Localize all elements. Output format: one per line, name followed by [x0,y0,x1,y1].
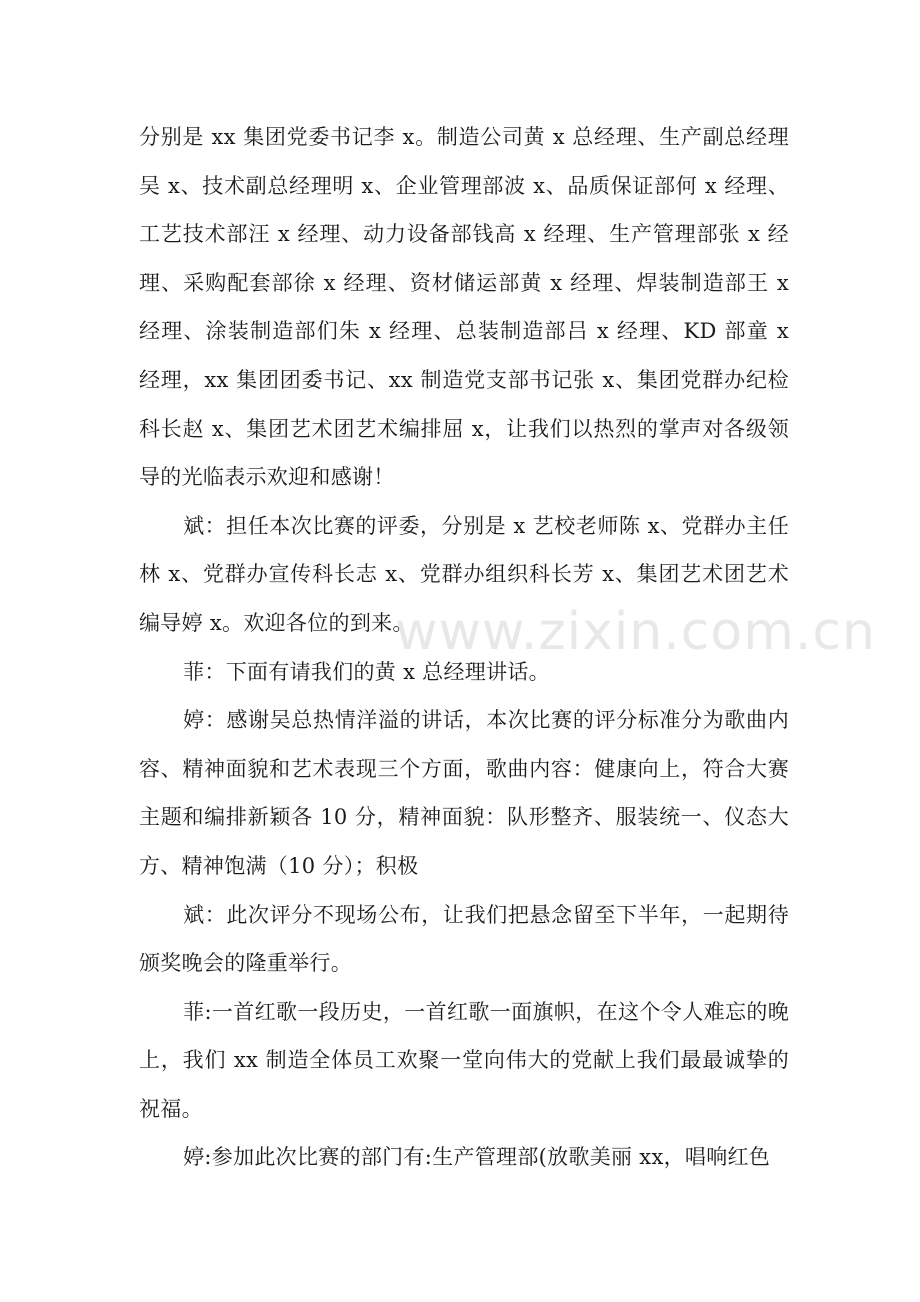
paragraph-invite-speech: 菲：下面有请我们的黄 x 总经理讲话。 [183,659,550,684]
paragraph-red-song-blessing: 菲:一首红歌一段历史，一首红歌一面旗帜，在这个令人难忘的晚上，我们 xx 制造全体员工欢聚一堂向伟大的党献上我们最最诚挚的祝福。 [139,999,789,1121]
paragraph-scoring-criteria: 婷：感谢吴总热情洋溢的讲话，本次比赛的评分标准分为歌曲内容、精神面貌和艺术表现三个方面，歌曲内容：健康向上，符合大赛主题和编排新颖各 10 分，精神面貌：队形整齐、服装统一、仪态大方、精神饱满（10 分）；积极 [139,708,789,878]
paragraph-judges-intro: 斌：担任本次比赛的评委，分别是 x 艺校老师陈 x、党群办主任林 x、党群办宣传科长志 x、党群办组织科长芳 x、集团艺术团艺术编导婷 x。欢迎各位的到来。 [139,513,789,635]
paragraph-participating-departments: 婷:参加此次比赛的部门有:生产管理部(放歌美丽 xx，唱响红色 [183,1145,771,1170]
paragraph-leaders-intro: 分别是 xx 集团党委书记李 x。制造公司黄 x 总经理、生产副总经理吴 x、技术副总经理明 x、企业管理部波 x、品质保证部何 x 经理、工艺技术部汪 x 经理、动力设备部钱高 x 经理、生产管理部张 x 经理、采购配套部徐 x 经理、资材储运部黄 x 经理、焊装制造部王 x 经理、涂装制造部们朱 x 经理、总装制造部吕 x 经理、KD 部童 x 经理，xx 集团团委书记、xx 制造党支部书记张 x、集团党群办纪检科长赵 x、集团艺术团艺术编排屈 x，让我们以热烈的掌声对各级领导的光临表示欢迎和感谢！ [139,125,789,490]
document-body [139,113,789,1182]
watermark-text: www.zixin.com.cn [395,602,876,662]
paragraph-score-announcement: 斌：此次评分不现场公布，让我们把悬念留至下半年，一起期待颁奖晚会的隆重举行。 [139,902,789,976]
